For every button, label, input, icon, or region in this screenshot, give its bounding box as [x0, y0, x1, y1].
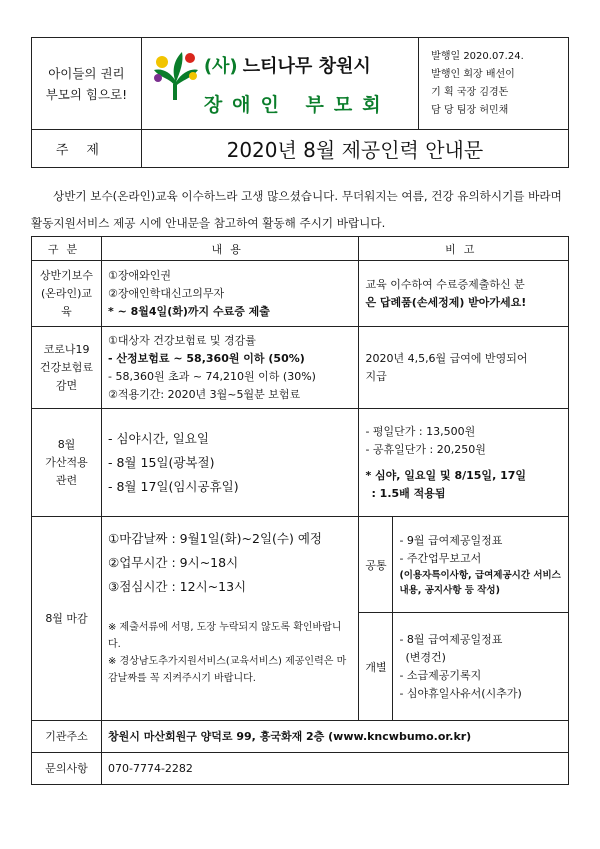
subject-label: 주제 [32, 130, 142, 168]
header-remark: 비고 [359, 237, 569, 261]
row-category: 상반기보수 (온라인)교육 [32, 261, 102, 327]
individual-docs: - 8월 급여제공일정표 (변경건) - 소급제공기록지 - 심야휴일사유서(시추가) [393, 613, 569, 721]
org-name-line2: 장애인 부모회 [203, 94, 391, 116]
individual-label: 개별 [359, 613, 393, 721]
org-name-line1: (사) 느티나무 창원시 [203, 56, 371, 77]
row-content: ①마감날짜 : 9월1일(화)~2일(수) 예정 ②업무시간 : 9시~18시 ③점심시간 : 12시~13시 ※ 제출서류에 서명, 도장 누락되지 않도록 확인바랍니다. ※ 경상남도추가지원서비스(교육서비스) 제공인력은 마감날짜를 꼭 지켜주시기 바랍니다. [102, 517, 359, 721]
common-docs: - 9월 급여제공일정표 - 주간업무보고서 (이용자특이사항, 급여제공시간 서비스내용, 공지사항 등 작성) [393, 517, 569, 613]
row-category: 코로나19 건강보험료 감면 [32, 327, 102, 409]
row-remark: 교육 이수하여 수료증제출하신 분 은 답례품(손세정제) 받아가세요! [359, 261, 569, 327]
table-row [32, 721, 569, 753]
table-row [32, 409, 569, 517]
row-content: ①대상자 건강보험료 및 경감률 - 산정보험료 ~ 58,360원 이하 (50%) - 58,360원 초과 ~ 74,210원 이하 (30%) ②적용기간: 2020년 3월~5월분 보험료 [102, 327, 359, 409]
header-block [31, 37, 569, 168]
slogan-cell [32, 38, 142, 130]
table-row [32, 753, 569, 785]
info-table [31, 236, 569, 785]
subject-title: 2020년 8월 제공인력 안내문 [141, 130, 568, 168]
logo-cell [141, 38, 418, 130]
header-content: 내용 [102, 237, 359, 261]
contact-label: 문의사항 [32, 753, 102, 785]
table-row [32, 517, 569, 613]
row-remark: 2020년 4,5,6월 급여에 반영되어 지급 [359, 327, 569, 409]
address-value: 창원시 마산회원구 양덕로 99, 흥국화재 2층 (www.kncwbumo.or.kr) [102, 721, 569, 753]
header-category: 구분 [32, 237, 102, 261]
publish-info: 발행일 2020.07.24. 발행인 회장 배선이 기 획 국장 김경돈 담 당 팀장 허민채 [431, 50, 524, 116]
contact-value: 070-7774-2282 [102, 753, 569, 785]
table-row [32, 261, 569, 327]
address-label: 기관주소 [32, 721, 102, 753]
tree-logo-icon [148, 42, 202, 122]
row-category: 8월 가산적용 관련 [32, 409, 102, 517]
table-row [32, 327, 569, 409]
row-remark: - 평일단가 : 13,500원 - 공휴일단가 : 20,250원 * 심야, 일요일 및 8/15일, 17일 : 1.5배 적용됨 [359, 409, 569, 517]
slogan: 아이들의 권리 부모의 힘으로! [45, 65, 128, 102]
common-label: 공통 [359, 517, 393, 613]
row-content: - 심야시간, 일요일 - 8월 15일(광복절) - 8월 17일(임시공휴일) [102, 409, 359, 517]
row-content: ①장애와인권 ②장애인학대신고의무자 * ~ 8월4일(화)까지 수료증 제출 [102, 261, 359, 327]
publish-info-cell [419, 38, 569, 130]
row-category: 8월 마감 [32, 517, 102, 721]
intro-paragraph: 상반기 보수(온라인)교육 이수하느라 고생 많으셨습니다. 무더워지는 여름, 건강 유의하시기를 바라며 활동지원서비스 제공 시에 안내문을 참고하여 활동해 주시기 바랍니다. [31, 189, 562, 230]
